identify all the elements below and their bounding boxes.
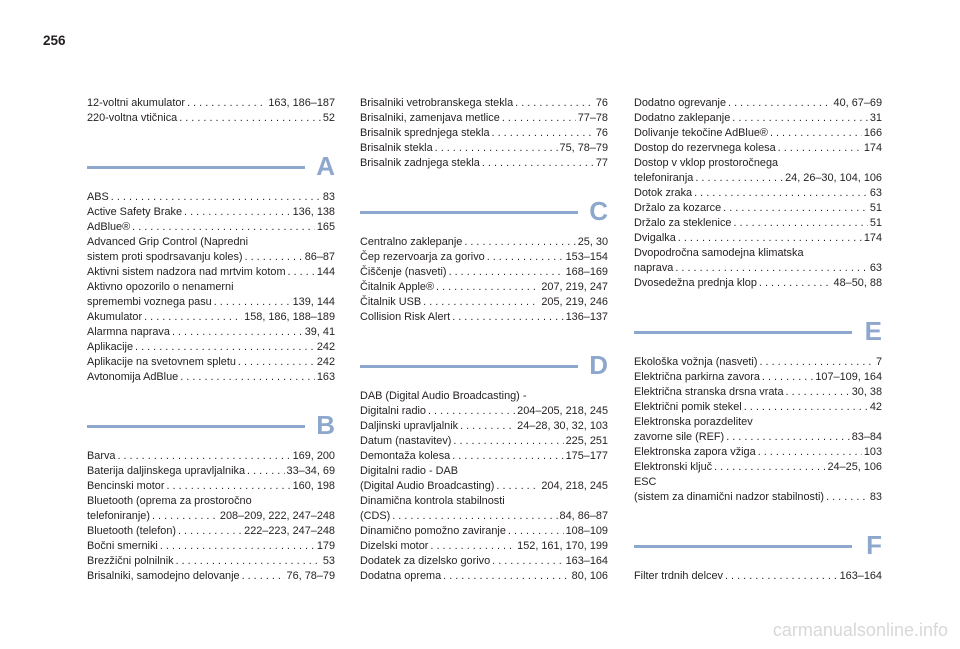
section-divider xyxy=(360,365,578,368)
dot-leader xyxy=(443,569,570,584)
dot-leader xyxy=(695,171,783,186)
entry-pages: 33–34, 69 xyxy=(286,465,335,477)
entry-pages: 7 xyxy=(875,356,882,368)
index-entry xyxy=(360,280,608,295)
dot-leader xyxy=(453,434,563,449)
entry-pages: 80, 106 xyxy=(571,570,608,582)
section-pre xyxy=(87,96,335,126)
entry-term: Elektronski ključ xyxy=(634,461,713,473)
index-entry xyxy=(634,141,882,156)
entry-pages: 83–84 xyxy=(851,431,882,443)
dot-leader xyxy=(452,449,563,464)
index-entry xyxy=(634,111,882,126)
section-divider xyxy=(87,425,305,428)
entry-term: Dodatna oprema xyxy=(360,570,442,582)
entry-pages: 83 xyxy=(869,491,882,503)
dot-leader xyxy=(770,126,862,141)
dot-leader xyxy=(117,449,290,464)
index-column-3 xyxy=(634,96,882,584)
entry-pages: 204, 218, 245 xyxy=(541,480,608,492)
index-entry xyxy=(87,539,335,554)
dot-leader xyxy=(725,569,838,584)
dot-leader xyxy=(694,186,868,201)
entry-pages: 77–78 xyxy=(577,112,608,124)
entry-term: Filter trdnih delcev xyxy=(634,570,723,582)
index-entry xyxy=(634,460,882,475)
entry-term: ABS xyxy=(87,191,109,203)
entry-term: Brisalniki, zamenjava metlice xyxy=(360,112,500,124)
entry-pages: 25, 30 xyxy=(577,236,608,248)
index-entry xyxy=(87,509,335,524)
dot-leader xyxy=(759,355,873,370)
entry-term: Čitalnik USB xyxy=(360,296,422,308)
entry-term: Električni pomik stekel xyxy=(634,401,742,413)
entry-pages: 163–164 xyxy=(839,570,882,582)
index-entry-line: Elektronska porazdelitev xyxy=(634,416,753,428)
section-letter: F xyxy=(866,530,882,560)
index-entry xyxy=(87,325,335,340)
index-entry xyxy=(634,96,882,111)
entry-pages: 77 xyxy=(595,157,608,169)
index-entry-line: Digitalni radio - DAB xyxy=(360,465,459,477)
index-entry xyxy=(634,385,882,400)
index-entry xyxy=(360,404,608,419)
entry-term: Brisalniki, samodejno delovanje xyxy=(87,570,240,582)
dot-leader xyxy=(152,509,218,524)
entry-pages: 174 xyxy=(863,142,882,154)
entry-pages: 24, 26–30, 104, 106 xyxy=(785,172,882,184)
index-entry-line: Bluetooth (oprema za prostoročno xyxy=(87,495,252,507)
index-entry xyxy=(634,276,882,291)
entry-term: 12-voltni akumulator xyxy=(87,97,186,109)
dot-leader xyxy=(786,385,850,400)
entry-pages: 63 xyxy=(869,187,882,199)
entry-term: telefoniranja xyxy=(634,172,694,184)
section-letter: A xyxy=(316,151,335,181)
dot-leader xyxy=(502,111,576,126)
index-entry xyxy=(360,235,608,250)
dot-leader xyxy=(758,445,862,460)
index-entry xyxy=(360,295,608,310)
entry-pages: 75, 78–79 xyxy=(559,142,608,154)
entry-term: Aktivni sistem nadzora nad mrtvim kotom xyxy=(87,266,286,278)
entry-term: Dolivanje tekočine AdBlue® xyxy=(634,127,768,139)
index-entry xyxy=(87,464,335,479)
entry-term: Active Safety Brake xyxy=(87,206,183,218)
dot-leader xyxy=(288,265,315,280)
dot-leader xyxy=(179,111,321,126)
entry-term: Akumulator xyxy=(87,311,143,323)
entry-term: Čitalnik Apple® xyxy=(360,281,435,293)
index-entry xyxy=(87,524,335,539)
entry-term: Alarmna naprava xyxy=(87,326,170,338)
index-entry xyxy=(360,156,608,171)
entry-pages: 163 xyxy=(316,371,335,383)
dot-leader xyxy=(176,554,321,569)
dot-leader xyxy=(238,355,315,370)
index-entry-line: Dinamična kontrola stabilnosti xyxy=(360,495,505,507)
index-entry xyxy=(87,205,335,220)
entry-pages: 86–87 xyxy=(304,251,335,263)
entry-pages: 207, 219, 247 xyxy=(541,281,608,293)
index-entry xyxy=(360,141,608,156)
section-pre xyxy=(634,96,882,291)
dot-leader xyxy=(675,261,868,276)
entry-term: Dvosedežna prednja klop xyxy=(634,277,757,289)
index-entry xyxy=(634,445,882,460)
entry-pages: 152, 161, 170, 199 xyxy=(517,540,608,552)
entry-term: Ekološka vožnja (nasveti) xyxy=(634,356,758,368)
dot-leader xyxy=(452,310,563,325)
entry-pages: 205, 219, 246 xyxy=(541,296,608,308)
index-entry xyxy=(87,111,335,126)
dot-leader xyxy=(714,460,825,475)
dot-leader xyxy=(759,276,832,291)
entry-pages: 242 xyxy=(316,356,335,368)
section-pre xyxy=(360,96,608,171)
section-c xyxy=(360,235,608,325)
dot-leader xyxy=(449,265,564,280)
entry-pages: 136, 138 xyxy=(292,206,335,218)
entry-pages: 52 xyxy=(322,112,335,124)
entry-term: Čep rezervoarja za gorivo xyxy=(360,251,485,263)
dot-leader xyxy=(678,231,862,246)
section-b xyxy=(87,449,335,584)
index-entry xyxy=(360,449,608,464)
entry-term: Digitalni radio xyxy=(360,405,426,417)
index-entry xyxy=(87,554,335,569)
index-entry xyxy=(87,355,335,370)
dot-leader xyxy=(508,524,564,539)
entry-term: telefoniranje) xyxy=(87,510,150,522)
section-header-a xyxy=(87,151,335,181)
entry-pages: 225, 251 xyxy=(565,435,608,447)
entry-term: Baterija daljinskega upravljalnika xyxy=(87,465,246,477)
entry-pages: 30, 38 xyxy=(851,386,882,398)
dot-leader xyxy=(492,126,594,141)
entry-term: Brisalnik stekla xyxy=(360,142,433,154)
index-entry xyxy=(634,490,882,505)
entry-term: Brisalnik zadnjega stekla xyxy=(360,157,480,169)
page-number: 256 xyxy=(43,33,66,48)
entry-pages: 163–164 xyxy=(565,555,608,567)
index-column-1 xyxy=(87,96,335,584)
index-entry xyxy=(87,340,335,355)
entry-term: Bluetooth (telefon) xyxy=(87,525,176,537)
entry-term: Elektronska zapora vžiga xyxy=(634,446,756,458)
entry-term: Dodatek za dizelsko gorivo xyxy=(360,555,491,567)
index-entry xyxy=(634,186,882,201)
entry-term: Demontaža kolesa xyxy=(360,450,451,462)
section-header-c xyxy=(360,196,608,226)
entry-pages: 174 xyxy=(863,232,882,244)
entry-term: Daljinski upravljalnik xyxy=(360,420,459,432)
entry-term: Collision Risk Alert xyxy=(360,311,451,323)
entry-term: (CDS) xyxy=(360,510,391,522)
entry-pages: 42 xyxy=(869,401,882,413)
dot-leader xyxy=(247,464,285,479)
section-letter: E xyxy=(864,316,882,346)
index-column-2 xyxy=(360,96,608,584)
index-entry xyxy=(360,524,608,539)
entry-term: Barva xyxy=(87,450,116,462)
entry-term: Dostop do rezervnega kolesa xyxy=(634,142,776,154)
index-entry xyxy=(360,96,608,111)
entry-term: Bencinski motor xyxy=(87,480,165,492)
section-divider xyxy=(360,211,578,214)
entry-pages: 24–28, 30, 32, 103 xyxy=(517,420,608,432)
dot-leader xyxy=(762,370,813,385)
entry-pages: 48–50, 88 xyxy=(833,277,882,289)
entry-pages: 163, 186–187 xyxy=(268,97,335,109)
dot-leader xyxy=(436,280,539,295)
index-entry-line: Advanced Grip Control (Napredni xyxy=(87,236,249,248)
section-header-f xyxy=(634,530,882,560)
index-entry xyxy=(634,216,882,231)
dot-leader xyxy=(428,404,515,419)
index-entry xyxy=(360,419,608,434)
index-entry xyxy=(87,295,335,310)
section-d xyxy=(360,389,608,584)
dot-leader xyxy=(487,250,564,265)
entry-term: naprava xyxy=(634,262,674,274)
dot-leader xyxy=(187,96,266,111)
entry-pages: 169, 200 xyxy=(292,450,335,462)
section-divider xyxy=(87,166,305,169)
index-entry-line: Aktivno opozorilo o nenamerni xyxy=(87,281,234,293)
index-entry xyxy=(634,201,882,216)
entry-pages: 76 xyxy=(595,127,608,139)
entry-pages: 139, 144 xyxy=(292,296,335,308)
dot-leader xyxy=(732,111,868,126)
entry-pages: 76 xyxy=(595,97,608,109)
watermark: carmanualsonline.info xyxy=(772,620,948,640)
section-letter: C xyxy=(589,196,608,226)
entry-pages: 204–205, 218, 245 xyxy=(517,405,608,417)
index-entry-line: Dostop v vklop prostoročnega xyxy=(634,157,779,169)
dot-leader xyxy=(728,96,832,111)
entry-term: Dizelski motor xyxy=(360,540,429,552)
entry-term: Dodatno ogrevanje xyxy=(634,97,727,109)
dot-leader xyxy=(180,370,315,385)
entry-term: Avtonomija AdBlue xyxy=(87,371,179,383)
index-entry xyxy=(634,569,882,584)
entry-pages: 24–25, 106 xyxy=(827,461,882,473)
entry-pages: 108–109 xyxy=(565,525,608,537)
dot-leader xyxy=(160,539,315,554)
section-header-d xyxy=(360,350,608,380)
entry-term: Brezžični polnilnik xyxy=(87,555,174,567)
entry-term: Datum (nastavitev) xyxy=(360,435,452,447)
entry-pages: 165 xyxy=(316,221,335,233)
index-entry xyxy=(87,479,335,494)
entry-term: Dinamično pomožno zaviranje xyxy=(360,525,506,537)
dot-leader xyxy=(135,340,315,355)
entry-pages: 53 xyxy=(322,555,335,567)
index-entry xyxy=(360,250,608,265)
entry-term: sistem proti spodrsavanju koles) xyxy=(87,251,243,263)
entry-pages: 208–209, 222, 247–248 xyxy=(219,510,335,522)
entry-pages: 107–109, 164 xyxy=(815,371,882,383)
entry-pages: 40, 67–69 xyxy=(833,97,882,109)
entry-term: Dodatno zaklepanje xyxy=(634,112,731,124)
entry-term: Dvigalka xyxy=(634,232,676,244)
dot-leader xyxy=(733,216,867,231)
entry-pages: 136–137 xyxy=(565,311,608,323)
dot-leader xyxy=(245,250,303,265)
entry-term: Dotok zraka xyxy=(634,187,693,199)
entry-pages: 242 xyxy=(316,341,335,353)
index-entry xyxy=(634,430,882,445)
dot-leader xyxy=(172,325,303,340)
dot-leader xyxy=(184,205,291,220)
index-entry xyxy=(634,355,882,370)
dot-leader xyxy=(726,430,850,445)
dot-leader xyxy=(242,569,285,584)
section-header-b xyxy=(87,410,335,440)
entry-pages: 168–169 xyxy=(565,266,608,278)
entry-term: Brisalniki vetrobranskega stekla xyxy=(360,97,514,109)
dot-leader xyxy=(482,156,594,171)
index-entry xyxy=(360,265,608,280)
entry-term: Čiščenje (nasveti) xyxy=(360,266,447,278)
index-entry xyxy=(360,554,608,569)
index-entry xyxy=(360,126,608,141)
entry-pages: 83 xyxy=(322,191,335,203)
section-letter: D xyxy=(589,350,608,380)
index-entry xyxy=(87,569,335,584)
entry-term: Električna stranska drsna vrata xyxy=(634,386,784,398)
entry-term: Aplikacije xyxy=(87,341,134,353)
dot-leader xyxy=(111,190,321,205)
entry-pages: 51 xyxy=(869,217,882,229)
entry-pages: 175–177 xyxy=(565,450,608,462)
index-entry xyxy=(87,250,335,265)
dot-leader xyxy=(496,479,539,494)
entry-pages: 144 xyxy=(316,266,335,278)
dot-leader xyxy=(464,235,575,250)
dot-leader xyxy=(492,554,563,569)
index-entry xyxy=(360,111,608,126)
entry-pages: 158, 186, 188–189 xyxy=(244,311,335,323)
entry-term: (sistem za dinamični nadzor stabilnosti) xyxy=(634,491,825,503)
index-entry-line: DAB (Digital Audio Broadcasting) - xyxy=(360,390,527,402)
section-a xyxy=(87,190,335,385)
entry-term: Centralno zaklepanje xyxy=(360,236,463,248)
index-entry xyxy=(634,231,882,246)
index-entry xyxy=(87,96,335,111)
entry-term: Držalo za steklenice xyxy=(634,217,732,229)
index-entry xyxy=(360,310,608,325)
index-entry xyxy=(634,370,882,385)
entry-pages: 31 xyxy=(869,112,882,124)
entry-term: Držalo za kozarce xyxy=(634,202,722,214)
entry-term: (Digital Audio Broadcasting) xyxy=(360,480,495,492)
dot-leader xyxy=(744,400,868,415)
entry-term: spremembi voznega pasu xyxy=(87,296,212,308)
entry-pages: 39, 41 xyxy=(304,326,335,338)
index-entry xyxy=(87,220,335,235)
entry-pages: 160, 198 xyxy=(292,480,335,492)
dot-leader xyxy=(423,295,539,310)
entry-term: Aplikacije na svetovnem spletu xyxy=(87,356,236,368)
dot-leader xyxy=(132,220,315,235)
index-entry xyxy=(634,400,882,415)
entry-pages: 84, 86–87 xyxy=(559,510,608,522)
entry-pages: 179 xyxy=(316,540,335,552)
section-header-e xyxy=(634,316,882,346)
dot-leader xyxy=(515,96,594,111)
index-entry xyxy=(360,434,608,449)
dot-leader xyxy=(430,539,515,554)
entry-term: Bočni smerniki xyxy=(87,540,158,552)
index-entry-line: ESC xyxy=(634,476,657,488)
index-entry xyxy=(634,126,882,141)
index-entry xyxy=(87,190,335,205)
section-f xyxy=(634,569,882,584)
index-entry xyxy=(360,479,608,494)
index-entry xyxy=(634,171,882,186)
entry-term: AdBlue® xyxy=(87,221,131,233)
entry-pages: 103 xyxy=(863,446,882,458)
entry-pages: 153–154 xyxy=(565,251,608,263)
dot-leader xyxy=(723,201,868,216)
entry-term: Brisalnik sprednjega stekla xyxy=(360,127,490,139)
index-entry-line: Dvopodročna samodejna klimatska xyxy=(634,247,804,259)
dot-leader xyxy=(214,295,291,310)
index-entry xyxy=(634,261,882,276)
entry-pages: 222–223, 247–248 xyxy=(244,525,335,537)
entry-term: zavorne sile (REF) xyxy=(634,431,725,443)
entry-pages: 166 xyxy=(863,127,882,139)
dot-leader xyxy=(144,310,242,325)
index-entry xyxy=(360,509,608,524)
section-divider xyxy=(634,545,852,548)
entry-term: Električna parkirna zavora xyxy=(634,371,760,383)
dot-leader xyxy=(460,419,515,434)
dot-leader xyxy=(178,524,242,539)
section-divider xyxy=(634,331,852,334)
index-entry xyxy=(87,265,335,280)
index-entry xyxy=(87,449,335,464)
dot-leader xyxy=(435,141,558,156)
entry-term: 220-voltna vtičnica xyxy=(87,112,178,124)
dot-leader xyxy=(826,490,868,505)
dot-leader xyxy=(392,509,557,524)
dot-leader xyxy=(166,479,290,494)
dot-leader xyxy=(778,141,862,156)
entry-pages: 51 xyxy=(869,202,882,214)
index-entry xyxy=(360,569,608,584)
index-entry xyxy=(87,370,335,385)
entry-pages: 63 xyxy=(869,262,882,274)
index-entry xyxy=(87,310,335,325)
section-letter: B xyxy=(316,410,335,440)
index-entry xyxy=(360,539,608,554)
entry-pages: 76, 78–79 xyxy=(286,570,335,582)
section-e xyxy=(634,355,882,505)
